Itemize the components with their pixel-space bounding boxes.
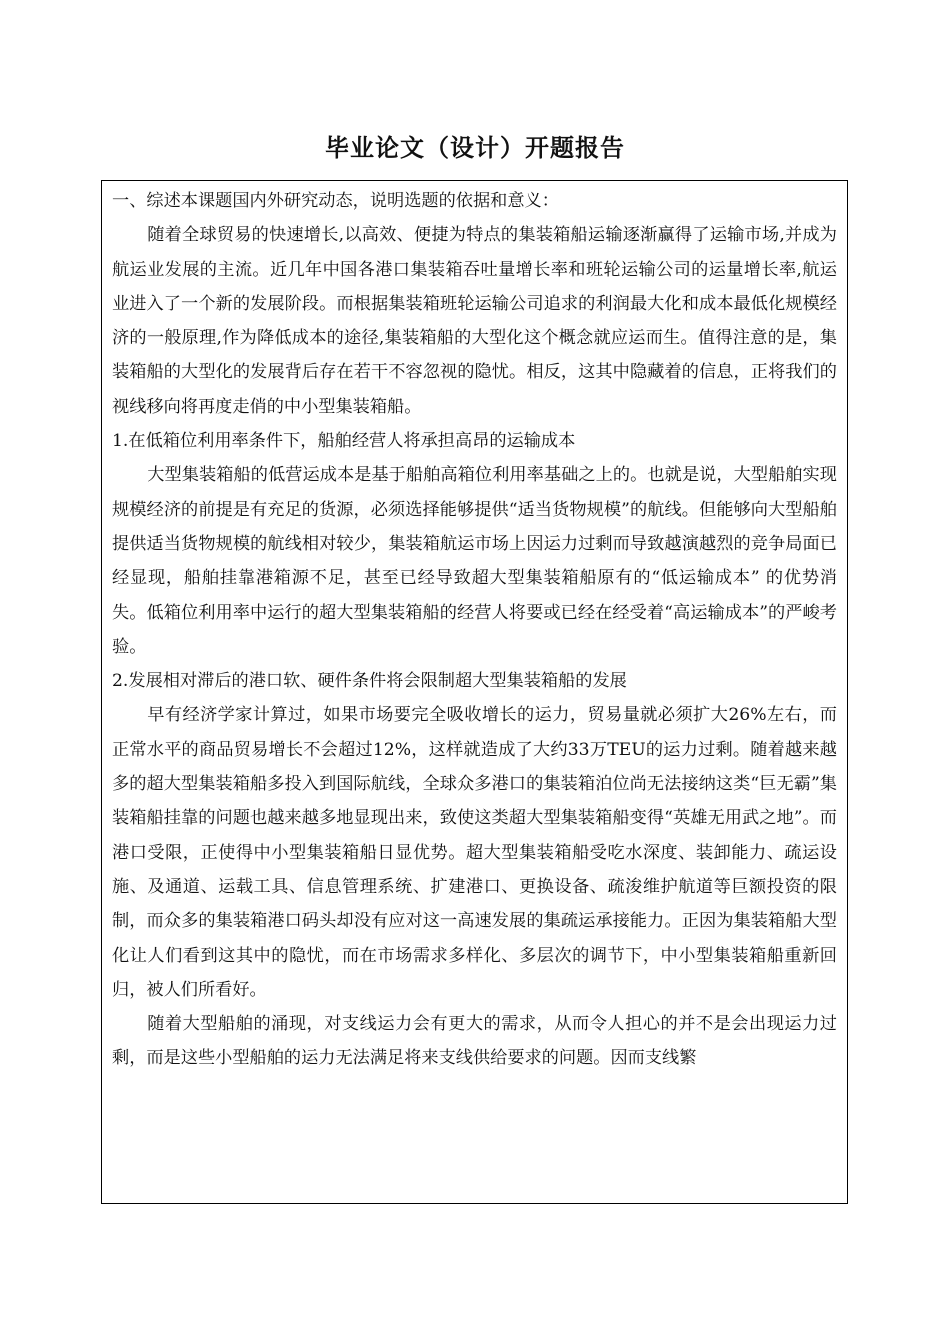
report-table-cell	[101, 180, 848, 1204]
report-body	[102, 181, 847, 1076]
point-2-heading: 2.发展相对滞后的港口软、硬件条件将会限制超大型集装箱船的发展	[112, 671, 627, 692]
closing-paragraph: 随着大型船舶的涌现，对支线运力会有更大的需求，从而令人担心的并不是会出现运力过剩，而是这些小型船舶的运力无法满足将来支线供给要求的问题。因而支线繁	[112, 1014, 837, 1069]
section-heading: 一、综述本课题国内外研究动态，说明选题的依据和意义：	[112, 191, 559, 211]
point-1-heading: 1.在低箱位利用率条件下，船舶经营人将承担高昂的运输成本	[112, 431, 576, 452]
point-2-paragraph: 早有经济学家计算过，如果市场要完全吸收增长的运力，贸易量就必须扩大26%左右，而正常水平的商品贸易增长不会超过12%，这样就造成了大约33万TEU的运力过剩。随着越来越多的超大型集装箱船多投入到国际航线，全球众多港口的集装箱泊位尚无法接纳这类“巨无霸”集装箱船挂靠的问题也越来越多地显现出来，致使这类超大型集装箱船变得“英雄无用武之地”。而港口受限，正使得中小型集装箱船日显优势。超大型集装箱船受吃水深度、装卸能力、疏运设施、及通道、运载工具、信息管理系统、扩建港口、更换设备、疏浚维护航道等巨额投资的限制，而众多的集装箱港口码头却没有应对这一高速发展的集疏运承接能力。正因为集装箱船大型化让人们看到这其中的隐忧，而在市场需求多样化、多层次的调节下，中小型集装箱船重新回归，被人们所看好。	[112, 705, 837, 1000]
intro-paragraph: 随着全球贸易的快速增长,以高效、便捷为特点的集装箱船运输逐渐赢得了运输市场,并成为航运业发展的主流。近几年中国各港口集装箱吞吐量增长率和班轮运输公司的运量增长率,航运业进入了一个新的发展阶段。而根据集装箱班轮运输公司追求的利润最大化和成本最低化规模经济的一般原理,作为降低成本的途径,集装箱船的大型化这个概念就应运而生。值得注意的是，集装箱船的大型化的发展背后存在若干不容忽视的隐忧。相反，这其中隐藏着的信息，正将我们的视线移向将再度走俏的中小型集装箱船。	[112, 225, 837, 417]
point-1-paragraph: 大型集装箱船的低营运成本是基于船舶高箱位利用率基础之上的。也就是说，大型船舶实现规模经济的前提是有充足的货源，必须选择能够提供“适当货物规模”的航线。但能够向大型船舶提供适当货物规模的航线相对较少，集装箱航运市场上因运力过剩而导致越演越烈的竞争局面已经显现，船舶挂靠港箱源不足，甚至已经导致超大型集装箱船原有的“低运输成本” 的优势消失。低箱位利用率中运行的超大型集装箱船的经营人将要或已经在经受着“高运输成本”的严峻考验。	[112, 465, 837, 657]
page-title: 毕业论文（设计）开题报告	[325, 134, 625, 162]
